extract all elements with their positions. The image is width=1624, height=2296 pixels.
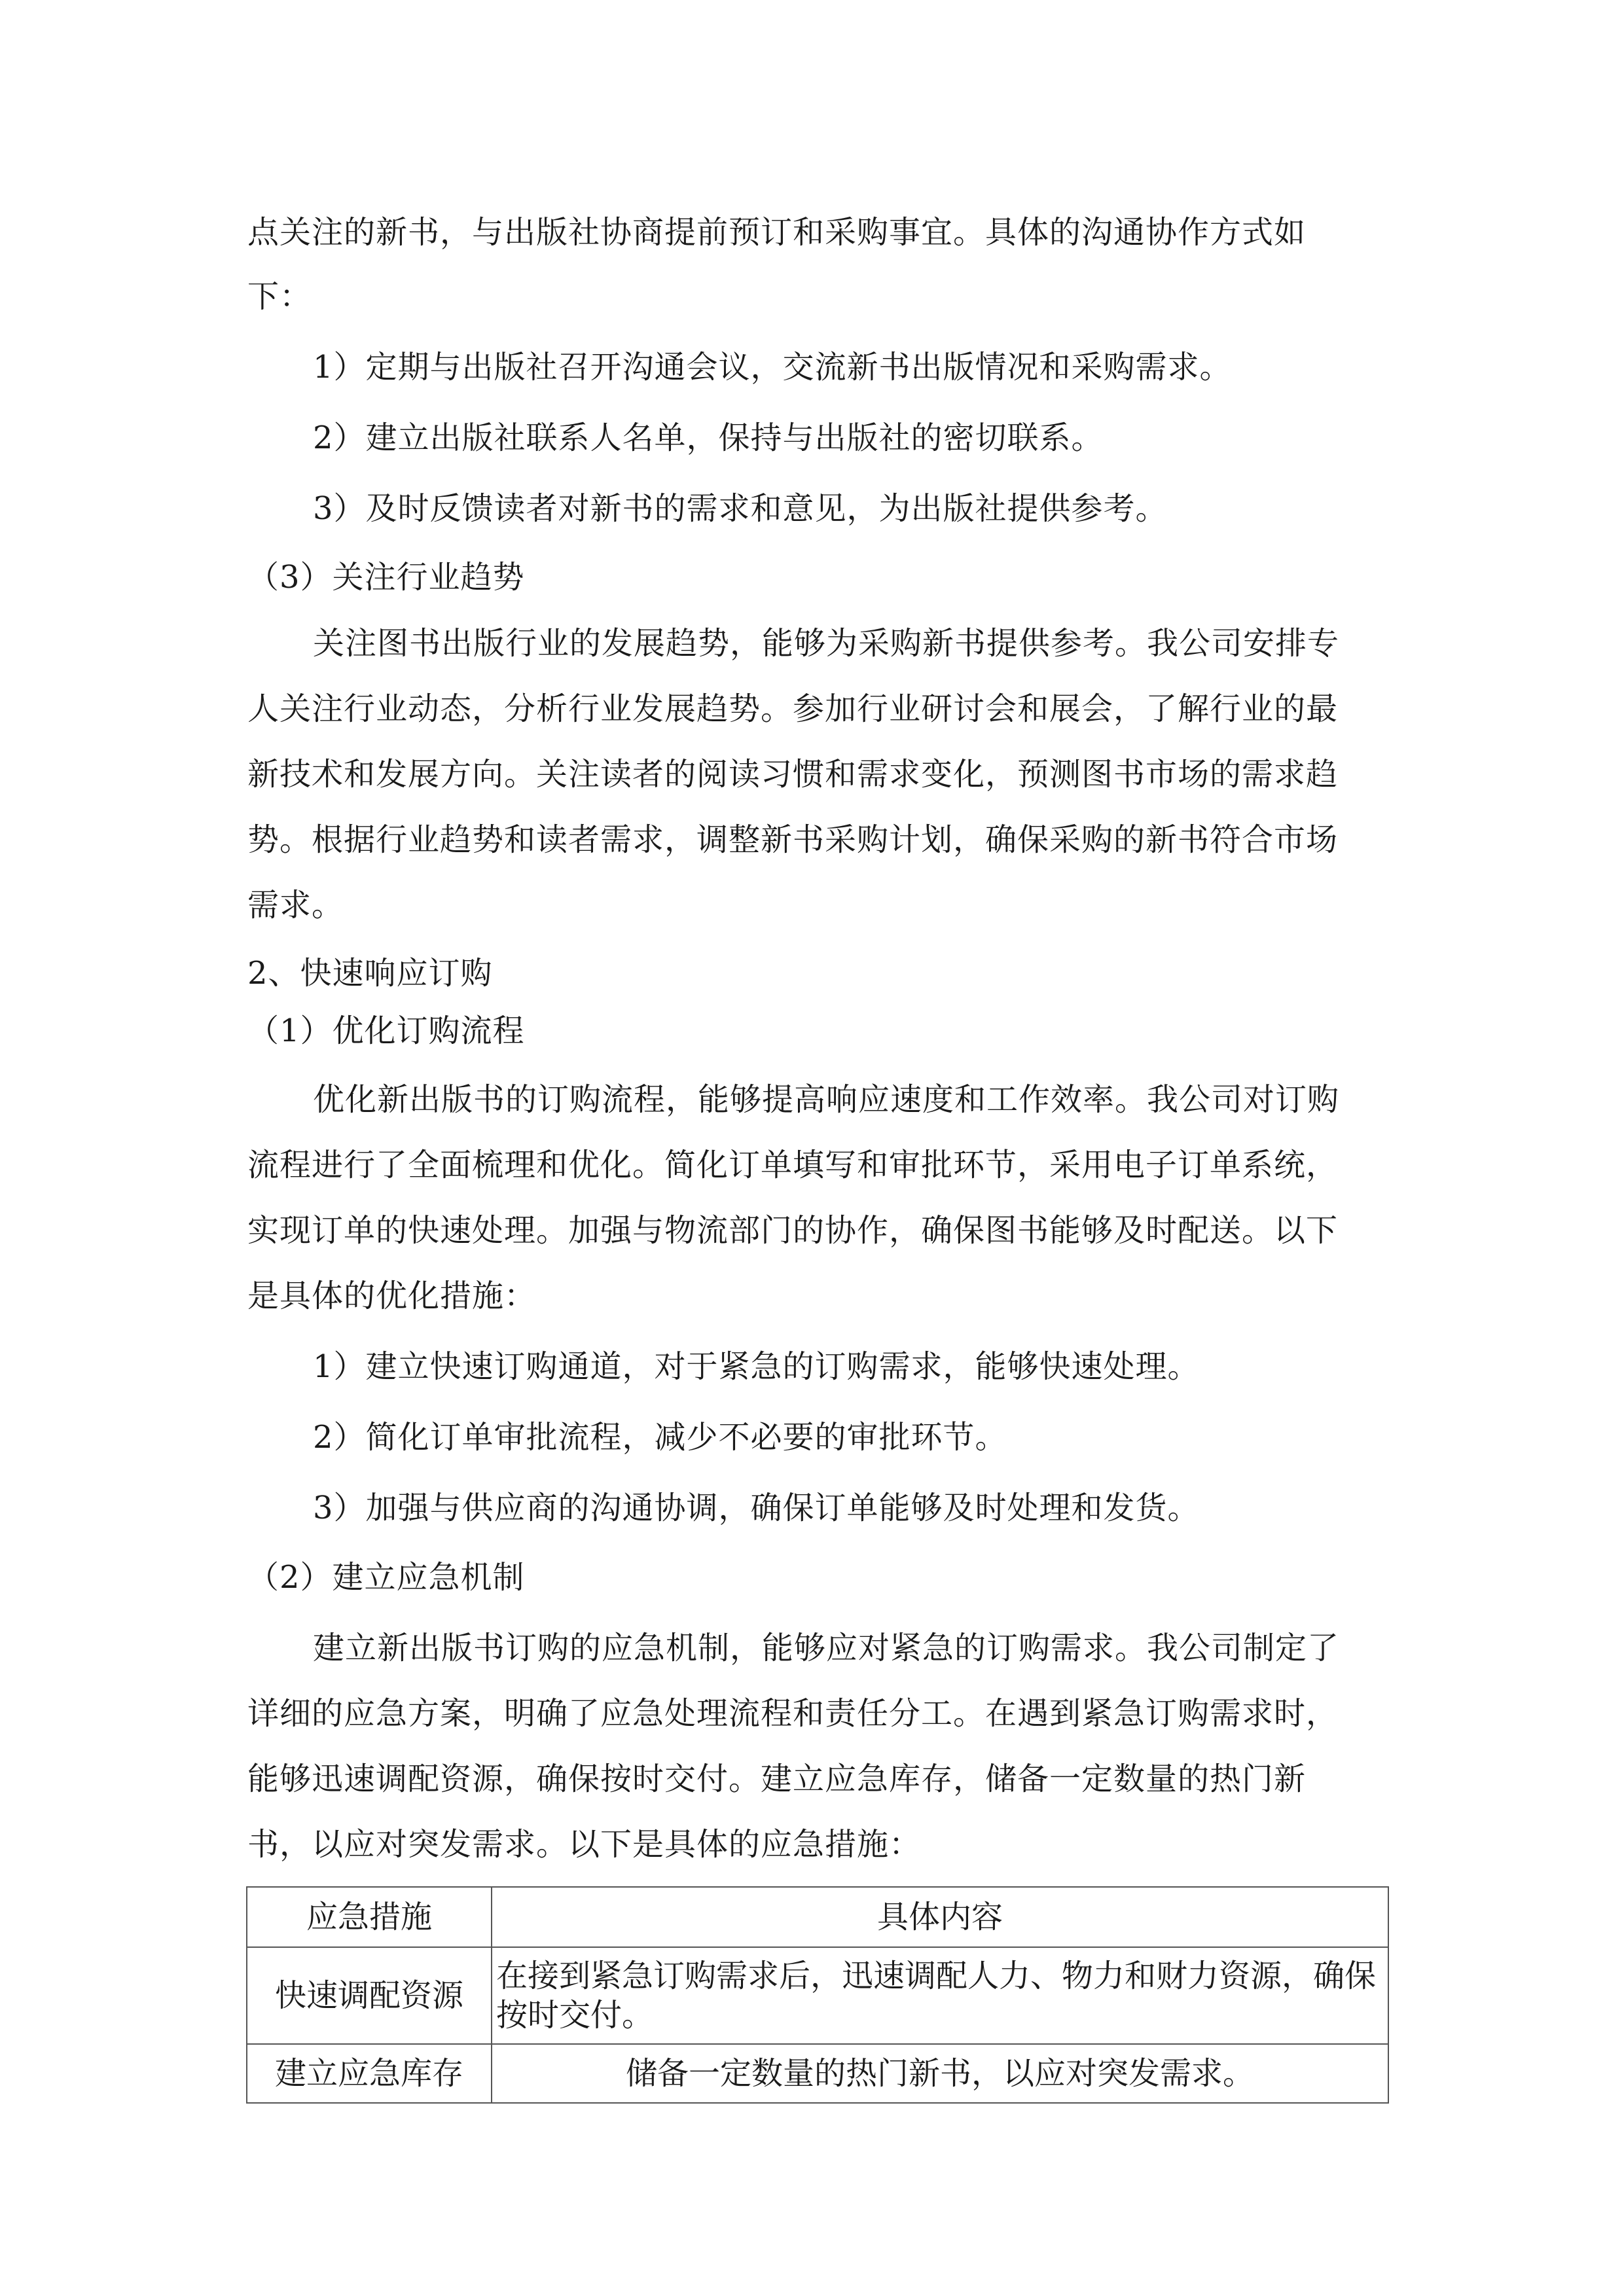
table-header-row [247,1887,1388,1947]
body-line: 点关注的新书，与出版社协商提前预订和采购事宜。具体的沟通协作方式如 [247,214,1307,251]
body-line: 势。根据行业趋势和读者需求，调整新书采购计划，确保采购的新书符合市场 [247,821,1339,858]
body-line: 实现订单的快速处理。加强与物流部门的协作，确保图书能够及时配送。以下 [247,1212,1339,1249]
table-row [247,1947,1388,2044]
table-row [247,2044,1388,2103]
list-item: 2）建立出版社联系人名单，保持与出版社的密切联系。 [313,420,1104,456]
body-line: 书，以应对突发需求。以下是具体的应急措施： [247,1826,922,1863]
list-item: 3）加强与供应商的沟通协调，确保订单能够及时处理和发货。 [313,1490,1200,1526]
list-item: 1）定期与出版社召开沟通会议，交流新书出版情况和采购需求。 [313,349,1232,386]
table-cell: 快速调配资源 [247,1947,492,2044]
body-line: 关注图书出版行业的发展趋势，能够为采购新书提供参考。我公司安排专 [313,625,1340,662]
list-item: 2）简化订单审批流程，减少不必要的审批环节。 [313,1419,1007,1456]
body-line: 详细的应急方案，明确了应急处理流程和责任分工。在遇到紧急订购需求时， [247,1695,1339,1732]
body-line: 人关注行业动态，分析行业发展趋势。参加行业研讨会和展会，了解行业的最 [247,691,1339,727]
list-item: 1）建立快速订购通道，对于紧急的订购需求，能够快速处理。 [313,1348,1200,1385]
body-line: 需求。 [247,887,344,924]
section-heading: 2、快速响应订购 [247,955,493,992]
body-line: 流程进行了全面梳理和优化。简化订单填写和审批环节，采用电子订单系统， [247,1147,1339,1183]
emergency-measures-table [246,1886,1389,2104]
body-line: 是具体的优化措施： [247,1278,537,1314]
table-header-cell: 应急措施 [247,1887,492,1947]
body-line: 能够迅速调配资源，确保按时交付。建立应急库存，储备一定数量的热门新 [247,1761,1307,1797]
table-cell: 储备一定数量的热门新书，以应对突发需求。 [492,2044,1388,2103]
section-heading: （3）关注行业趋势 [247,559,525,596]
table-cell: 在接到紧急订购需求后，迅速调配人力、物力和财力资源，确保按时交付。 [492,1947,1388,2044]
table-header-cell: 具体内容 [492,1887,1388,1947]
body-line: 下： [247,278,312,315]
body-line: 优化新出版书的订购流程，能够提高响应速度和工作效率。我公司对订购 [313,1081,1340,1118]
body-line: 新技术和发展方向。关注读者的阅读习惯和需求变化，预测图书市场的需求趋 [247,756,1339,793]
section-heading: （2）建立应急机制 [247,1559,525,1596]
list-item: 3）及时反馈读者对新书的需求和意见，为出版社提供参考。 [313,490,1168,527]
table-cell: 建立应急库存 [247,2044,492,2103]
section-heading: （1）优化订购流程 [247,1013,525,1049]
body-line: 建立新出版书订购的应急机制，能够应对紧急的订购需求。我公司制定了 [313,1630,1340,1666]
